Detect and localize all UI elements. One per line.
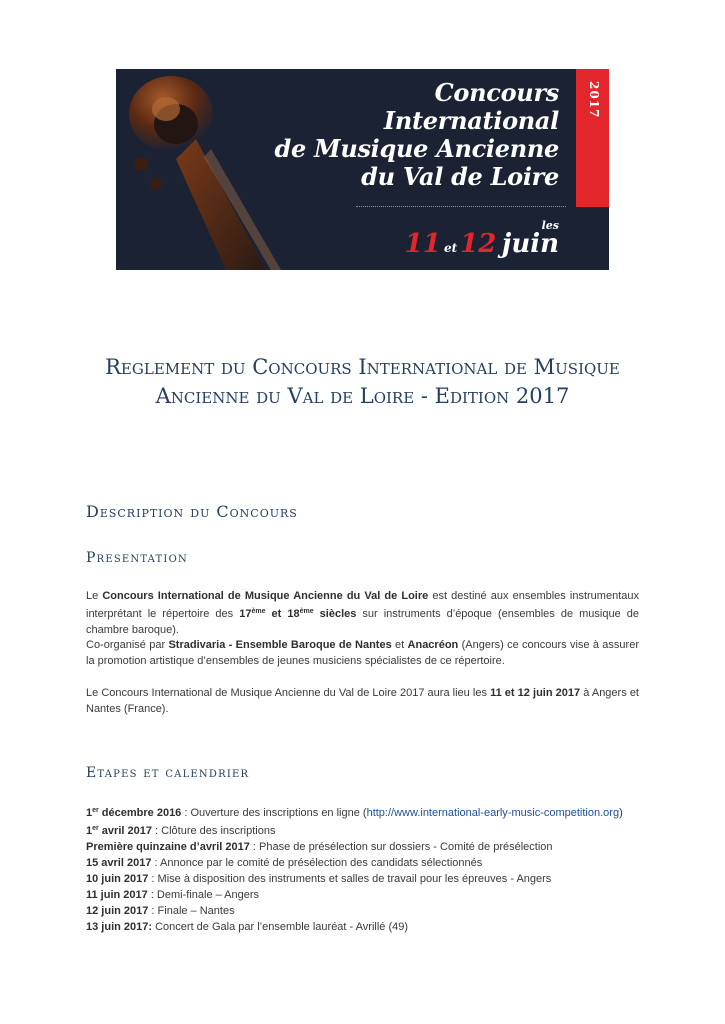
ordinal: er <box>92 825 99 832</box>
organizer-2: Anacréon <box>407 639 459 651</box>
calendar-text: : Annonce par le comité de présélection des candidats sélectionnés <box>151 857 483 869</box>
year-strip <box>576 69 609 207</box>
competition-website-link[interactable]: http://www.international-early-music-competition.org <box>366 807 620 819</box>
calendar-date: 13 juin 2017: <box>86 921 153 933</box>
calendar-text: Concert de Gala par l’ensemble lauréat - Avrillé (49) <box>152 921 409 933</box>
calendar-text: : Phase de présélection sur dossiers - Comité de présélection <box>249 841 553 853</box>
organizer-1: Stradivaria - Ensemble Baroque de Nantes <box>168 639 392 651</box>
presentation-heading: Presentation <box>86 550 188 566</box>
calendar-text: : Mise à disposition des instruments et salles de travail pour les épreuves - Angers <box>148 873 552 885</box>
competition-name: Concours International de Musique Ancienne du Val de Loire <box>102 590 429 602</box>
text: Le Concours International de Musique Ancienne du Val de Loire 2017 aura lieu les <box>86 687 491 699</box>
presentation-paragraph-1 <box>86 588 639 638</box>
banner-month: juin <box>501 229 559 259</box>
calendar-item <box>86 919 639 935</box>
calendar-date: 1 <box>86 825 93 837</box>
event-dates: 11 et 12 juin 2017 <box>490 687 581 699</box>
calendar-text: ) <box>619 807 623 819</box>
calendar-item <box>86 803 639 821</box>
calendar-text: : Clôture des inscriptions <box>151 825 276 837</box>
centuries-label: siècles <box>313 608 357 620</box>
calendar-item <box>86 855 639 871</box>
banner-title <box>275 79 559 191</box>
calendar-date: 11 juin 2017 <box>86 889 148 901</box>
text: et <box>391 639 408 651</box>
text: est destiné aux ensembles instrumentaux interprétant le répertoire des <box>86 590 639 620</box>
section-heading: Description du Concours <box>86 502 298 521</box>
calendar-date: Première quinzaine d’avril 2017 <box>86 841 250 853</box>
calendar-item <box>86 871 639 887</box>
calendar-text: : Ouverture des inscriptions en ligne ( <box>181 807 367 819</box>
banner-et: et <box>443 241 458 255</box>
document-title-line2: Ancienne du Val de Loire - Edition 2017 <box>155 384 570 408</box>
calendar-heading: Etapes et calendrier <box>86 765 250 781</box>
ordinal: ème <box>299 608 314 615</box>
text: Co-organisé par <box>86 639 169 651</box>
banner-title-line: International <box>383 106 559 135</box>
document-title-line1: Reglement du Concours International de Musique <box>105 355 620 379</box>
text: à Angers et Nantes (France). <box>86 687 639 715</box>
calendar-date: 15 avril 2017 <box>86 857 152 869</box>
calendar-date: 1 <box>86 807 93 819</box>
banner-year: 2017 <box>587 81 601 119</box>
calendar-date: décembre 2016 <box>98 807 182 819</box>
ordinal: er <box>92 807 99 814</box>
banner-day2: 12 <box>460 229 497 259</box>
banner-title-line: Concours <box>434 78 559 107</box>
text: sur instruments d’époque (ensembles de musique de chambre baroque). <box>86 608 639 636</box>
banner-les: les <box>541 219 559 232</box>
banner-title-line: du Val de Loire <box>361 162 559 191</box>
calendar-date: 10 juin 2017 <box>86 873 149 885</box>
calendar-list <box>86 803 639 935</box>
text: (Angers) ce concours vise à assurer la promotion artistique d’ensembles de jeunes musiciens spécialistes de ce répertoire. <box>86 639 639 667</box>
calendar-date: avril 2017 <box>98 825 152 837</box>
calendar-text: : Finale – Nantes <box>148 905 235 917</box>
ordinal: ème <box>251 608 266 615</box>
calendar-date: 12 juin 2017 <box>86 905 149 917</box>
document-title <box>60 353 665 411</box>
banner-dates <box>405 229 559 259</box>
calendar-item <box>86 821 639 839</box>
header-banner <box>116 69 609 270</box>
century: 17 <box>239 608 252 620</box>
calendar-item <box>86 839 639 855</box>
century: et 18 <box>265 608 300 620</box>
presentation-paragraph-2 <box>86 637 639 669</box>
banner-title-line: de Musique Ancienne <box>274 134 559 163</box>
calendar-item <box>86 903 639 919</box>
dotted-divider <box>356 206 566 207</box>
presentation-paragraph-3 <box>86 685 639 717</box>
calendar-text: : Demi-finale – Angers <box>147 889 260 901</box>
banner-day1: 11 <box>404 229 441 259</box>
calendar-item <box>86 887 639 903</box>
text: Le <box>86 590 103 602</box>
